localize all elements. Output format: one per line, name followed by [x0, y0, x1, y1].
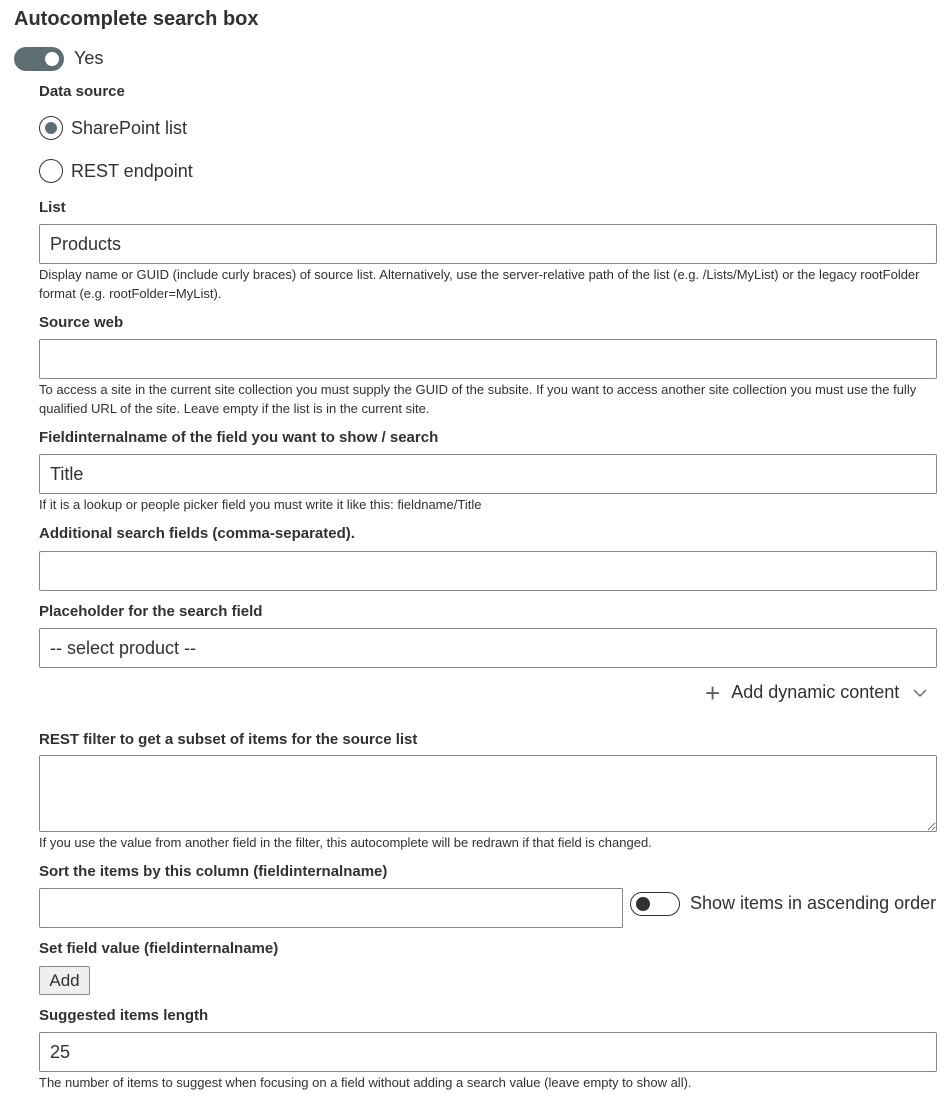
add-button[interactable]: Add: [39, 966, 90, 995]
placeholder-field-input[interactable]: [39, 628, 937, 668]
toggle-knob: [45, 52, 59, 66]
radio-rest-endpoint[interactable]: [39, 159, 193, 183]
additional-search-fields-label: Additional search fields (comma-separated).: [39, 525, 355, 542]
radio-button-checked[interactable]: [39, 116, 63, 140]
sort-ascending-label: Show items in ascending order: [690, 893, 937, 913]
suggested-items-length-help-text: The number of items to suggest when focusing on a field without adding a search value (leave empty to show all).: [39, 1075, 692, 1090]
list-label: List: [39, 199, 66, 216]
autocomplete-enabled-toggle[interactable]: [14, 47, 64, 71]
source-web-label: Source web: [39, 314, 124, 331]
rest-filter-help-text: If you use the value from another field in the filter, this autocomplete will be redrawn if that field is changed.: [39, 835, 652, 850]
field-internal-name-help-text: If it is a lookup or people picker field you must write it like this: fieldname/Title: [39, 497, 482, 512]
list-input[interactable]: [39, 224, 937, 264]
additional-search-fields-input[interactable]: [39, 551, 937, 591]
chevron-down-icon: [913, 688, 927, 698]
list-help-text: Display name or GUID (include curly braces) of source list. Alternatively, use the server-relative path of the list (e.g. /Lists/MyList) or the legacy rootFolder format (e.g. rootFolder=MyList).: [39, 267, 920, 301]
toggle-knob: [636, 897, 650, 911]
source-web-help-text: To access a site in the current site collection you must supply the GUID of the subsite. If you want to access another site collection you must use the fully qualified URL of the site. Leave empty if the list is in the current site.: [39, 382, 917, 416]
field-internal-name-label: Fieldinternalname of the field you want to show / search: [39, 429, 439, 446]
add-dynamic-content-label: Add dynamic content: [731, 682, 900, 702]
radio-rest-endpoint-label: REST endpoint: [71, 160, 193, 181]
sort-ascending-toggle[interactable]: [630, 892, 680, 916]
sort-column-input[interactable]: [39, 888, 623, 928]
section-title: Autocomplete search box: [14, 8, 259, 30]
suggested-items-length-label: Suggested items length: [39, 1007, 209, 1024]
sort-column-label: Sort the items by this column (fieldinternalname): [39, 863, 388, 880]
set-field-value-label: Set field value (fieldinternalname): [39, 940, 279, 957]
data-source-label: Data source: [39, 83, 125, 100]
field-internal-name-input[interactable]: [39, 454, 937, 494]
rest-filter-label: REST filter to get a subset of items for the source list: [39, 731, 418, 748]
radio-sharepoint-list[interactable]: [39, 116, 187, 140]
radio-button-unchecked[interactable]: [39, 159, 63, 183]
rest-filter-textarea[interactable]: [39, 755, 937, 832]
radio-sharepoint-list-label: SharePoint list: [71, 117, 188, 138]
plus-icon: +: [705, 677, 721, 708]
add-dynamic-content-button[interactable]: [705, 677, 927, 708]
placeholder-field-label: Placeholder for the search field: [39, 603, 263, 620]
suggested-items-length-input[interactable]: [39, 1032, 937, 1072]
autocomplete-enabled-label: Yes: [74, 48, 104, 68]
source-web-input[interactable]: [39, 339, 937, 379]
